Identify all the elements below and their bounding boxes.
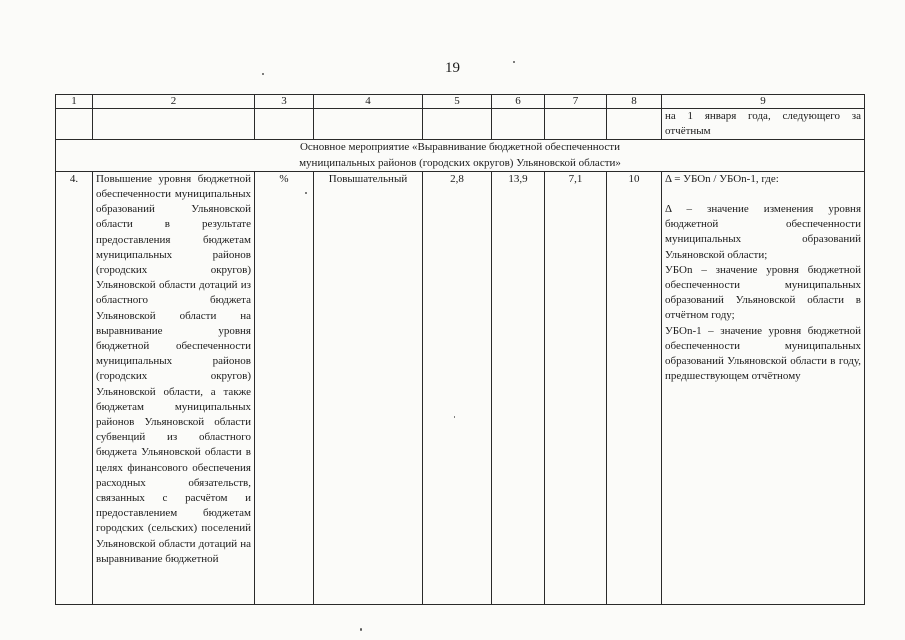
table-header-row xyxy=(56,95,865,109)
scan-speck xyxy=(262,73,264,75)
value-col-5: 2,8 xyxy=(423,171,492,604)
header-cell: 9 xyxy=(662,95,865,109)
scan-speck xyxy=(513,61,515,63)
section-heading xyxy=(56,140,865,171)
header-cell: 8 xyxy=(607,95,662,109)
section-row xyxy=(56,140,865,171)
definition-ubo-n: УБОn – значение уровня бюджетной обеспеченности муниципальных образований Ульяновской области в отчётном году; xyxy=(665,263,861,322)
scan-speck xyxy=(305,192,307,194)
header-cell: 5 xyxy=(423,95,492,109)
table-row xyxy=(56,171,865,604)
header-cell: 6 xyxy=(492,95,545,109)
header-cell: 1 xyxy=(56,95,93,109)
header-cell: 7 xyxy=(545,95,607,109)
page-number: 19 xyxy=(445,60,460,76)
scan-speck xyxy=(454,416,455,418)
value-col-8: 10 xyxy=(607,171,662,604)
value-col-6: 13,9 xyxy=(492,171,545,604)
header-cell: 4 xyxy=(314,95,423,109)
value-col-7: 7,1 xyxy=(545,171,607,604)
continuation-row xyxy=(56,109,865,140)
definition-delta: Δ – значение изменения уровня бюджетной обеспеченности муниципальных образований Ульяновской области; xyxy=(665,203,861,261)
section-line-2: муниципальных районов (городских округов) Ульяновской области» xyxy=(299,156,621,169)
section-line-1: Основное мероприятие «Выравнивание бюджетной обеспеченности xyxy=(299,141,621,154)
row-number: 4. xyxy=(56,171,93,604)
header-cell: 2 xyxy=(93,95,255,109)
formula-cell xyxy=(662,171,865,604)
unit-cell: % xyxy=(255,171,314,604)
header-cell: 3 xyxy=(255,95,314,109)
scan-speck xyxy=(360,628,362,631)
indicator-name: Повышение уровня бюджетной обеспеченности муниципальных образований Ульяновской области в результате предоставления бюджетам муниципальных районов (городских округов) Ульяновской области дотаций из областного бюджета Ульяновской области на выравнивание уровня бюджетной обеспеченности муниципальных районов (городских округов) Ульяновской области, а также бюджетам муниципальных районов Ульяновской области субвенций из областного бюджета Ульяновской области в целях финансового обеспечения расходных обязательств, связанных с расчётом и предоставлением бюджетам городских (сельских) поселений Ульяновской области дотаций на выравнивание бюджетной xyxy=(93,171,255,604)
formula-text: Δ = УБОn / УБОn-1, где: xyxy=(665,172,779,185)
continuation-text: на 1 января года, следующего за отчётным xyxy=(662,109,865,140)
indicators-table xyxy=(55,94,865,605)
indicator-type: Повышательный xyxy=(314,171,423,604)
definition-ubo-n-1: УБОn-1 – значение уровня бюджетной обеспеченности муниципальных образований Ульяновской области в году, предшествующем отчётному xyxy=(665,324,861,383)
